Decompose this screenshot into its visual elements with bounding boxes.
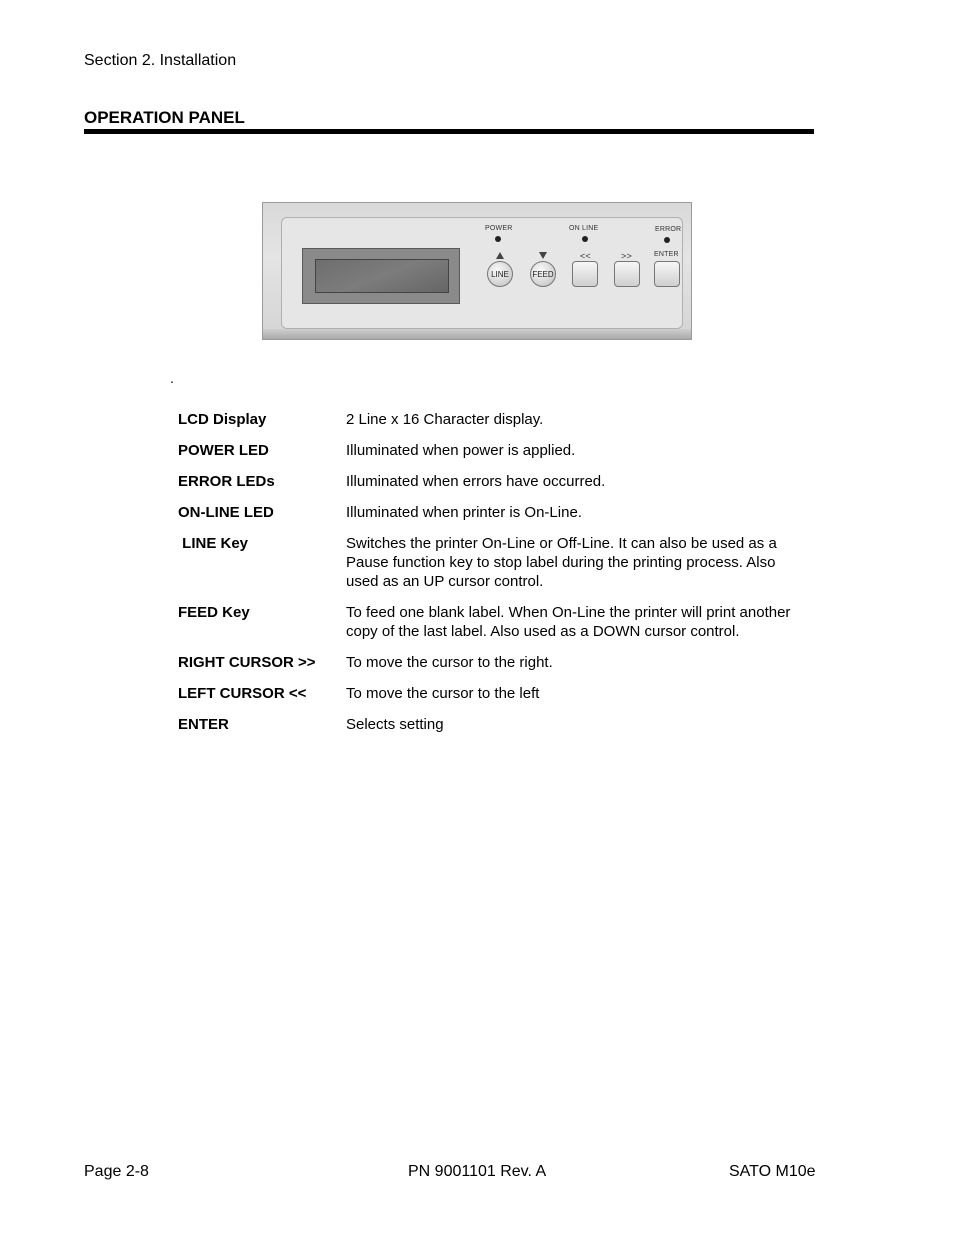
definition-row — [178, 653, 808, 672]
operation-panel-image — [262, 202, 692, 340]
definition-term: RIGHT CURSOR >> — [178, 654, 316, 671]
definition-term: LEFT CURSOR << — [178, 685, 307, 702]
section-header: Section 2. Installation — [84, 52, 237, 69]
definition-description: Illuminated when errors have occurred. — [346, 473, 606, 490]
definition-term: POWER LED — [178, 442, 269, 459]
panel-bottom-edge — [263, 329, 691, 339]
feed-key[interactable] — [530, 261, 556, 287]
left-cursor-label: << — [580, 251, 591, 261]
line-key[interactable] — [487, 261, 513, 287]
definition-description: 2 Line x 16 Character display. — [346, 411, 544, 428]
footer-page-number: Page 2-8 — [84, 1163, 149, 1180]
feed-key-label: FEED — [532, 269, 554, 279]
online-led-icon — [582, 236, 588, 242]
definition-description: To move the cursor to the left — [346, 685, 540, 702]
error-led-icon — [664, 237, 670, 243]
panel-bezel — [281, 217, 683, 329]
up-arrow-icon — [496, 252, 504, 259]
lcd-display-frame — [302, 248, 460, 304]
definition-term: LCD Display — [178, 411, 267, 428]
definition-row — [178, 410, 808, 429]
lcd-screen — [315, 259, 449, 293]
definition-row — [178, 684, 808, 703]
definition-term: ENTER — [178, 716, 229, 733]
definition-description: To move the cursor to the right. — [346, 654, 553, 671]
power-led-icon — [495, 236, 501, 242]
definition-row — [178, 534, 808, 591]
left-cursor-key[interactable] — [572, 261, 598, 287]
definition-row — [178, 441, 808, 460]
footer-part-number: PN 9001101 Rev. A — [408, 1163, 547, 1180]
power-label: POWER — [485, 225, 513, 232]
right-cursor-key[interactable] — [614, 261, 640, 287]
definition-description: To feed one blank label. When On-Line the printer will print another copy of the last label. Also used as a DOWN cursor control. — [346, 604, 791, 640]
error-label: ERROR — [655, 226, 682, 233]
enter-label: ENTER — [654, 251, 679, 258]
page-title: OPERATION PANEL — [84, 108, 245, 127]
definition-row — [178, 715, 808, 734]
online-label: ON LINE — [569, 225, 599, 232]
definition-row — [178, 603, 808, 641]
definition-term: LINE Key — [178, 535, 249, 552]
definition-row — [178, 503, 808, 522]
stray-mark: . — [170, 370, 174, 386]
definition-description: Illuminated when printer is On-Line. — [346, 504, 582, 521]
title-divider — [84, 129, 814, 134]
definition-term: ERROR LEDs — [178, 473, 275, 490]
footer-model: SATO M10e — [729, 1163, 816, 1180]
down-arrow-icon — [539, 252, 547, 259]
definition-term: ON-LINE LED — [178, 504, 274, 521]
right-cursor-label: >> — [621, 251, 632, 261]
definition-row — [178, 472, 808, 491]
definition-description: Switches the printer On-Line or Off-Line. It can also be used as a Pause function key to stop label during the printing process. Also used as an UP cursor control. — [346, 535, 777, 590]
definition-term: FEED Key — [178, 604, 250, 621]
enter-key[interactable] — [654, 261, 680, 287]
line-key-label: LINE — [491, 269, 509, 279]
definition-description: Selects setting — [346, 716, 444, 733]
definitions-list — [178, 410, 808, 746]
definition-description: Illuminated when power is applied. — [346, 442, 576, 459]
